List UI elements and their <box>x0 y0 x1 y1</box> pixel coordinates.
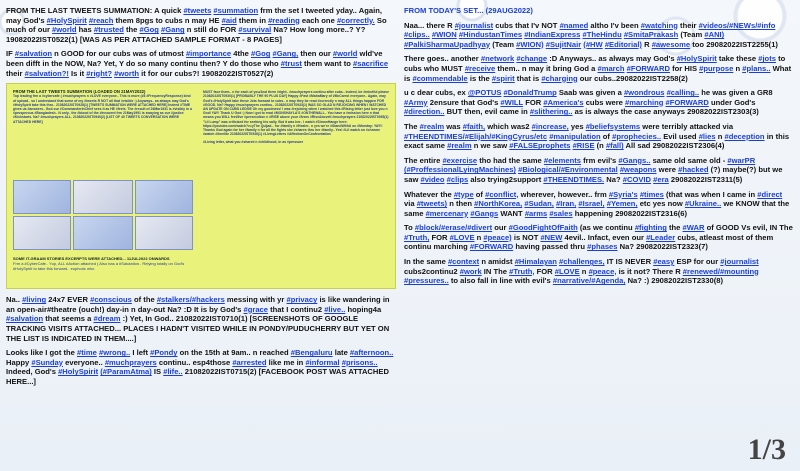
thumbnail-image <box>135 216 193 250</box>
hashtag-link[interactable]: #world <box>332 49 358 59</box>
screenshot-right-text: MUST face them.. n for each of you/And them #right.. #muchprayers continu after cubs.. Indeed, be #mindful please 21082022IST0930(1) [PROBABLY THE 90 PLUS DAY] Happy #Fast #MahaMary of #McCarrol everyone.. Again, may God's #HolySpirit take these Jots forward to cubs.. n may they be read #correctly n may ALL things happen FOR #GOOD. Na? Happy #muchprayers continu.. 21082022IST0933(1) WAS SO GLAD N REJOICING WHEN I WATCHED AN UPDATE ON CUBS LEDGE Oh my goodness! I was #rejoicing when I watched this #Rising letter just love you n God! YAY! Thank U God :) Now I got to read #MONSHAYLA'S #ONTHEWALL.. You have a #mission here n that means you WILL feel/live #persecution n #RISE above your #fears #RiseAboveIt #muchprayers 21082022IST0935(1) "Lil Lump" was criticized for seeking his sally. But it was her.. I watch #SimonHange here: https://youtube.com/watch?v=yThe Quijad... for #family n #Healer.. n yes we're #StandWithU on #Monday: YAY!! Thanks God again for her #family n for all the fights she #shares thru her #family.. Yes! #Lil watch on #chrome #watch #limelite 21082022IST0936(1) #LivingLetters #AffectionOnConfrontation <box>203 90 389 137</box>
hashtag-link[interactable]: #jots <box>758 54 776 64</box>
hashtag-link[interactable]: (#HW <box>583 39 603 49</box>
tweet-network-change: There goes.. another #network #change :D Anyways.. as always may God's #HolySpirit take these #jots to cubs who MUST #receive them.. n may it bring God a #march #FORWARD for HIS #purpose n #plans.. What is #commendable is the #spirit that is #charging our cubs..29082022IST2258(2) <box>404 54 792 83</box>
hashtag-link[interactable]: #reach <box>88 15 114 25</box>
hashtag-link[interactable]: #charging <box>541 73 578 83</box>
hashtag-link[interactable]: #SujitNair <box>545 39 582 49</box>
hashtag-link[interactable]: #GoodFightOfFaith <box>508 223 578 233</box>
hashtag-link[interactable]: #deception <box>724 131 765 141</box>
hashtag-link[interactable]: #arms <box>524 208 548 218</box>
hashtag-link[interactable]: #calling.. <box>666 88 700 98</box>
tweet-salvation: IF #salvation n GOOD for our cubs was of utmost #importance 4the #Gog #Gang, then our #world wld've been difft in the NOW, Na? Yet, Y do so many continu then? Y do those who #trust them want to #sacrifice their #salvation?! Is it #right? #worth it for our cubs?! 19082022IST0527(2) <box>6 49 389 78</box>
hashtag-link[interactable]: #RISE <box>572 141 595 151</box>
hashtag-link[interactable]: #FORWARD <box>626 63 670 73</box>
hashtag-link[interactable]: #tweets) <box>416 199 448 209</box>
hashtag-link[interactable]: #plans.. <box>742 63 771 73</box>
hashtag-link[interactable]: #conflict, <box>485 189 519 199</box>
hashtag-link[interactable]: #worth <box>114 68 140 78</box>
hashtag-link[interactable]: #Gangs.. <box>618 155 651 165</box>
hashtag-link[interactable]: #Gog <box>250 49 271 59</box>
hashtag-link[interactable]: #right? <box>86 68 112 78</box>
hashtag-link[interactable]: #summation <box>213 6 259 15</box>
hashtag-link[interactable]: #video <box>420 174 445 184</box>
hashtag-link[interactable]: #peace, <box>588 266 617 276</box>
hashtag-link[interactable]: #block/#erase/#divert <box>414 223 493 233</box>
hashtag-link[interactable]: #faith, <box>462 121 486 131</box>
hashtag-link[interactable]: #fighting <box>634 223 667 233</box>
screenshot-footer: Frm a #CyberCafe.. Yup, ALL #Action attached ( Also has a #Salutation.. Relying totally on God's #HolySpirit to take this forward.. euphoric who <box>13 261 185 272</box>
hashtag-link[interactable]: #Yemen, <box>606 199 638 209</box>
hashtag-link[interactable]: #life.. <box>163 367 183 377</box>
hashtag-link[interactable]: #renewed/#mounting <box>682 266 759 276</box>
hashtag-link[interactable]: #Ukraine.. <box>684 199 722 209</box>
hashtag-link[interactable]: #reading <box>268 15 300 25</box>
hashtag-link[interactable]: #HolySpirit <box>676 54 717 64</box>
hashtag-link[interactable]: #network <box>480 54 515 64</box>
thumbnail-image <box>13 216 71 250</box>
hashtag-link[interactable]: #prisons.. <box>341 357 378 367</box>
tweet-conflict: Whatever the #type of #conflict, wherever, however.. frm #Syria's #times (that was when I came in #direct via #tweets) n then #NorthKorea, #Sudan, #Iran, #Israel, #Yemen, etc yes now #Ukraine.. we KNOW that the same #mercenary #Gangs WANT #arms #sales happening 29082022IST2316(6) <box>404 189 790 218</box>
hashtag-link[interactable]: #WAR <box>682 223 705 233</box>
hashtag-link[interactable]: #survival <box>238 25 272 35</box>
hashtag-link[interactable]: #arrested <box>232 357 267 367</box>
thumbnail-image <box>13 180 71 214</box>
hashtag-link[interactable]: #NEW <box>540 232 563 242</box>
hashtag-link[interactable]: #muchprayers <box>104 357 157 367</box>
hashtag-link[interactable]: #wrong.. <box>98 348 131 358</box>
hashtag-link[interactable]: #WION) <box>516 39 544 49</box>
hashtag-link[interactable]: #THEENDTIMES/#Elijah/#KingCyrus/etc <box>404 131 548 141</box>
screenshot-caption: SOME IT-GRAAM STORIES EXCERPTS WERE ATTACHED... 11JUL2022 ONWARDS <box>13 256 170 262</box>
hashtag-link[interactable]: #journalist <box>454 20 494 30</box>
hashtag-link[interactable]: #afternoon.. <box>349 348 394 358</box>
hashtag-link[interactable]: #THEENDTIMES. <box>543 174 605 184</box>
hashtag-link[interactable]: #realm <box>447 141 472 151</box>
hashtag-link[interactable]: #SmitaPrakash <box>623 30 679 40</box>
hashtag-link[interactable]: #clips.. <box>404 30 430 40</box>
hashtag-link[interactable]: #prophecies.. <box>612 131 662 141</box>
hashtag-link[interactable]: #manipulation <box>549 131 601 141</box>
hashtag-link[interactable]: #phases <box>587 242 618 252</box>
thumbnail-image <box>73 180 133 214</box>
hashtag-link[interactable]: #dream <box>93 314 121 324</box>
hashtag-link[interactable]: #FALSEprophets <box>509 141 571 151</box>
hashtag-link[interactable]: #named <box>559 20 589 30</box>
tweet-context: In the same #context n amidst #Himalayan #challenges, IT IS NEVER #easy ESP for our #journalist cubs2continu2 #work IN The #Truth, FOR #LOVE n #peace, is it not? There R #renewed/#mounting #pressures.. to also fall in line with evil's #narrative/#Agenda, Na? :) 29082022IST2330(8) <box>404 257 759 286</box>
tweet-block-erase: To #block/#erase/#divert our #GoodFightOfFaith (as we continu #fighting the #WAR of GOOD Vs evil, IN The #Truth, FOR #LOVE n #peace) is NOT #NEW 4evil.. Infact, even our #Leader cubs, atleast most of them continu marching #FORWARD having passed thru #phases Na? 29082022IST2323(7) <box>404 223 793 252</box>
hashtag-link[interactable]: #LOVE <box>449 232 475 242</box>
hashtag-link[interactable]: #type <box>453 189 474 199</box>
hashtag-link[interactable]: #purpose <box>699 63 734 73</box>
hashtag-link[interactable]: #WILL <box>500 97 524 107</box>
hashtag-link[interactable]: #world <box>52 25 77 35</box>
hashtag-link[interactable]: #slithering.. <box>529 107 573 117</box>
hashtag-link[interactable]: #LOVE <box>554 266 580 276</box>
hashtag-link[interactable]: #stalkers/#hackers <box>156 295 225 305</box>
hashtag-link[interactable]: #beliefsystems <box>585 121 641 131</box>
hashtag-link[interactable]: #Himalayan <box>514 257 557 267</box>
hashtag-link[interactable]: #Truth, <box>404 232 430 242</box>
tweet-realm: The #realm was #faith, which was2 #increase, yes #beliefsystems were terribly attacked via #THEENDTIMES/#Elijah/#KingCyrus/etc #manipulation of #prophecies.. Evil used #lies n #deception in this exact same #realm n we saw #FALSEprophets #RISE (n #fall) All sad 29082022IST2306(4) <box>404 121 790 151</box>
hashtag-link[interactable]: #lies <box>698 131 716 141</box>
hashtag-link[interactable]: #change <box>516 54 548 64</box>
screenshot-left-title: FROM THE LAST TWEETS SUMMATION (LOADED ON 21MAY2022) <box>13 90 146 95</box>
hashtag-link[interactable]: #FORWARD <box>665 97 709 107</box>
hashtag-link[interactable]: #realm <box>419 121 445 131</box>
hashtag-link[interactable]: #Pondy <box>150 348 178 358</box>
attached-screenshot <box>6 83 396 289</box>
hashtag-link[interactable]: #journalist <box>720 257 759 267</box>
hashtag-link[interactable]: #NorthKorea, <box>474 199 523 209</box>
hashtag-link[interactable]: #trusted <box>93 25 124 35</box>
tweet-privacy: Na.. #living 24x7 EVER #conscious of the #stalkers/#hackers messing with yr #privacy is like wandering in an open-air#theatre (ouch!) day-in n day-out Na? :D It is by God's #grace that I continu2 #live.. hoping4a #salvation that seems a #dream :) Yet, In God.. 21082022IST0710(1) [SCREENSHOTS OF GOOGLE TRACKING VISITS ATTACHED... PLACES I HADN'T VISITED WHILE IN PONDY/PUDUCHERRY BUT YET ON THE LIST IS INDICATED IN THEM....] <box>6 295 390 343</box>
hashtag-link[interactable]: #exercise <box>442 155 478 165</box>
hashtag-link[interactable]: #Gang, <box>272 49 299 59</box>
hashtag-link[interactable]: #elements <box>543 155 582 165</box>
hashtag-link[interactable]: #PalkiSharmaUpadhyay <box>404 39 491 49</box>
hashtag-link[interactable]: #HindustanTimes <box>458 30 523 40</box>
hashtag-link[interactable]: #correctly. <box>336 15 375 25</box>
screenshot-right-footer: #Living letter, what you #shared n #childhood, in as #pressure <box>203 140 304 145</box>
hashtag-link[interactable]: #Gang <box>161 25 185 35</box>
hashtag-link[interactable]: #Biological/#Environmental <box>518 165 618 175</box>
hashtag-link[interactable]: #work <box>459 266 482 276</box>
hashtag-link[interactable]: #importance <box>185 49 232 59</box>
screenshot-right-pane <box>203 90 389 280</box>
tweet-pondy: Looks like I got the #time #wrong.. I left #Pondy on the 15th at 9am.. n reached #Bengaluru late #afternoon.. Happy #Sunday everyone.. #muchprayers continu.. esp4those #arrested like me in #informal #prisons.. Indeed, God's #HolySpirit (#ParamAtma) IS #life.. 21082022IST0715(2) [FACEBOOK POST WAS ATTACHED HERE...] <box>6 348 394 386</box>
hashtag-link[interactable]: #conscious <box>90 295 132 305</box>
hashtag-link[interactable]: #direction.. <box>404 107 445 117</box>
hashtag-link[interactable]: #increase, <box>531 121 569 131</box>
hashtag-link[interactable]: #fall) <box>605 141 624 151</box>
hashtag-link[interactable]: #marching <box>625 97 664 107</box>
hashtag-link[interactable]: #Gangs <box>470 208 499 218</box>
hashtag-link[interactable]: #weapons <box>619 165 657 175</box>
hashtag-link[interactable]: #era <box>653 174 669 184</box>
hashtag-link[interactable]: #living <box>22 295 47 305</box>
hashtag-link[interactable]: #pressures.. <box>404 276 449 286</box>
hashtag-link[interactable]: #narrative/#Agenda, <box>552 276 626 286</box>
hashtag-link[interactable]: #tweets <box>183 6 212 15</box>
hashtag-link[interactable]: #sales <box>549 208 573 218</box>
hashtag-link[interactable]: #Sunday <box>31 357 63 367</box>
hashtag-link[interactable]: #easy <box>653 257 675 267</box>
hashtag-link[interactable]: #Israel, <box>578 199 605 209</box>
hashtag-link[interactable]: #Iran, <box>556 199 577 209</box>
hashtag-link[interactable]: #informal <box>305 357 340 367</box>
hashtag-link[interactable]: #times <box>639 189 664 199</box>
hashtag-link[interactable]: #sacrifice <box>353 58 389 68</box>
thumbnail-image <box>135 180 193 214</box>
hashtag-link[interactable]: #privacy <box>286 295 318 305</box>
tweet-exercise: The entire #exercise tho had the same #elements frm evil's #Gangs.. same old same old - #warPR (#ProffessionalLyingMachines) #Biological/#Environmental #weapons were #hacked (?) maybe(?) but we saw #video #clips also trying2support #THEENDTIMES. Na? #COVID #era 29082022IST2311(5) <box>404 155 783 184</box>
hashtag-link[interactable]: (#ParamAtma) <box>100 367 152 377</box>
thumbnail-image <box>73 216 133 250</box>
hashtag-link[interactable]: #awesome <box>651 39 691 49</box>
hashtag-link[interactable]: #TheHindu <box>582 30 622 40</box>
hashtag-link[interactable]: #Leader <box>646 232 676 242</box>
hashtag-link[interactable]: #direct <box>757 189 783 199</box>
hashtag-link[interactable]: #COVID <box>622 174 652 184</box>
hashtag-link[interactable]: #HolySpirit <box>46 15 87 25</box>
hashtag-link[interactable]: #grace <box>243 304 269 314</box>
hashtag-link[interactable]: #DonaldTrump <box>503 88 557 98</box>
hashtag-link[interactable]: #salvation <box>6 314 44 324</box>
hashtag-link[interactable]: #Bengaluru <box>290 348 333 358</box>
hashtag-link[interactable]: #mercenary <box>425 208 469 218</box>
page-number: 1/3 <box>747 433 786 466</box>
hashtag-link[interactable]: #clips <box>446 174 469 184</box>
hashtag-link[interactable]: @POTUS <box>467 88 502 98</box>
hashtag-link[interactable]: #Syria's <box>608 189 638 199</box>
hashtag-link[interactable]: #spirit <box>491 73 515 83</box>
hashtag-link[interactable]: #FORWARD <box>469 242 514 252</box>
hashtag-link[interactable]: #time <box>77 348 97 358</box>
tweet-potus: u c dear cubs, ex @POTUS #DonaldTrump Saab was given a #wondrous #calling.. he was given a GR8 #Army 2ensure that God's #WILL FOR #America's cubs were #marching #FORWARD under God's #direction.. BUT then, evil came in #slithering.. as is always the case anyways 29082022IST2303(3) <box>404 88 773 117</box>
hashtag-link[interactable]: #receive <box>464 63 496 73</box>
right-column <box>404 6 794 291</box>
hashtag-link[interactable]: #Gog <box>139 25 159 35</box>
hashtag-link[interactable]: #hacked <box>678 165 709 175</box>
hashtag-link[interactable]: #salvation?! <box>24 68 69 78</box>
hashtag-link[interactable]: #salvation <box>14 49 53 59</box>
hashtag-link[interactable]: #peace) <box>483 232 512 242</box>
hashtag-link[interactable]: #watching <box>640 20 678 30</box>
hashtag-link[interactable]: #Truth, <box>509 266 535 276</box>
screenshot-left-text: Top leading frm a #cybercafe ( #muchprayers n #LOVE everyone.. This is more (#8 #FrequencyResponse) kind of upload.. so I understand that some of my #tweets R NOT all that #visible :) Anyways.. as always may God's #HolySpirit take this thru.. 21082022IST0928(1) [TWEETS SUMMATION WERE ATTACHED HERE] Indeed #TIME gives us #answers.. God our #CommanderInChief sees it as HE #feels. The #result of 26Mar1931 is #visibly in a #prosperous #Bangladesh.. N only.. the #blood of the #innocent frm 21May1991 is swaying as our #justice #Kickstarts. Na? #muchprayers ALL. 21082022IST0940(2) [LIST OF 40 TWEETS CONVERSATION WERE ATTACHED HERE] <box>13 94 192 124</box>
hashtag-link[interactable]: #aid <box>221 15 237 25</box>
hashtag-link[interactable]: #Sudan, <box>524 199 554 209</box>
hashtag-link[interactable]: #HolySpirit <box>58 367 99 377</box>
hashtag-link[interactable]: #context <box>447 257 480 267</box>
hashtag-link[interactable]: #warPR <box>727 155 756 165</box>
hashtag-link[interactable]: #Editorial) <box>604 39 642 49</box>
hashtag-link[interactable]: #live.. <box>324 304 346 314</box>
hashtag-link[interactable]: (#ProffessionalLyingMachines) <box>404 165 516 175</box>
hashtag-link[interactable]: #Army <box>404 97 428 107</box>
hashtag-link[interactable]: #videos/#NEWs/#info <box>698 20 776 30</box>
hashtag-link[interactable]: #march <box>597 63 625 73</box>
section-heading: FROM TODAY'S SET... (29AUG2022) <box>404 6 533 15</box>
tweet-summation-intro: FROM THE LAST TWEETS SUMMATION: A quick #tweets #summation frm the set I tweeted yday.. Again, may God's #HolySpirit #reach them 8pgs to cubs n may HE #aid them in #reading each one #correctly. So much of our #world has #trusted the #Gog #Gang n still do FOR #survival Na? How long more..? Y? 19082022IST0522(1) [WAS AS PER ATTACHED SAMPLE FORMAT - 8 PAGES] <box>6 6 387 44</box>
hashtag-link[interactable]: #IndianExpress <box>524 30 581 40</box>
hashtag-link[interactable]: #commendable <box>412 73 468 83</box>
hashtag-link[interactable]: #WION <box>431 30 457 40</box>
screenshot-caption-block <box>13 256 193 271</box>
tweet-journalists: Naa... there R #journalist cubs that I'v NOT #named altho I'v been #watching their #videos/#NEWs/#info #clips.. #WION #HindustanTimes #IndianExpress #TheHindu #SmitaPrakash (Team #ANI) #PalkiSharmaUpadhyay (Team #WION) #SujitNair (#HW #Editorial) R #awesome too 29082022IST2255(1) <box>404 20 778 49</box>
hashtag-link[interactable]: #America's <box>543 97 584 107</box>
left-column <box>6 6 394 392</box>
hashtag-link[interactable]: #wondrous <box>623 88 665 98</box>
hashtag-link[interactable]: #ANI) <box>704 30 725 40</box>
hashtag-link[interactable]: #trust <box>280 58 302 68</box>
hashtag-link[interactable]: #challenges, <box>559 257 605 267</box>
screenshot-thumbnails <box>13 180 193 250</box>
